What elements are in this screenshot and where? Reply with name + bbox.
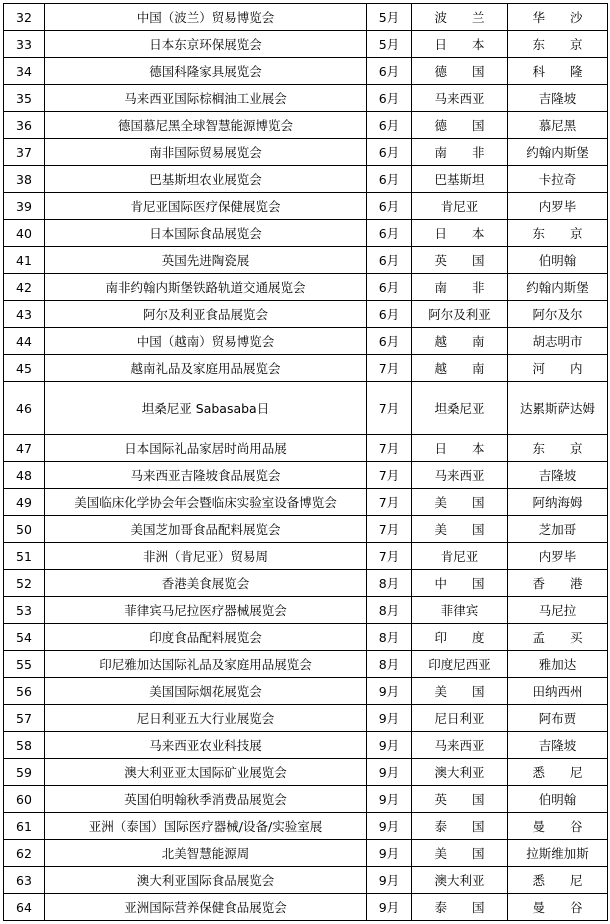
month-cell: 9月: [367, 813, 412, 840]
country-cell: 马来西亚: [412, 732, 508, 759]
month-cell: 7月: [367, 516, 412, 543]
month-cell: 9月: [367, 867, 412, 894]
row-number-cell: 61: [4, 813, 45, 840]
table-row: [4, 435, 608, 462]
month-cell: 7月: [367, 462, 412, 489]
table-row: [4, 193, 608, 220]
city-cell: 孟 买: [508, 624, 608, 651]
exhibition-name-cell: 美国国际烟花展览会: [45, 678, 367, 705]
row-number-cell: 52: [4, 570, 45, 597]
exhibition-name-cell: 德国科隆家具展览会: [45, 58, 367, 85]
city-cell: 达累斯萨达姆: [508, 382, 608, 435]
month-cell: 6月: [367, 328, 412, 355]
exhibition-name-cell: 英国伯明翰秋季消费品展览会: [45, 786, 367, 813]
table-row: [4, 759, 608, 786]
city-cell: 约翰内斯堡: [508, 139, 608, 166]
row-number-cell: 40: [4, 220, 45, 247]
table-row: [4, 85, 608, 112]
row-number-cell: 41: [4, 247, 45, 274]
month-cell: 6月: [367, 220, 412, 247]
row-number-cell: 37: [4, 139, 45, 166]
table-row: [4, 516, 608, 543]
table-row: [4, 355, 608, 382]
city-cell: 内罗毕: [508, 193, 608, 220]
exhibition-name-cell: 中国（越南）贸易博览会: [45, 328, 367, 355]
table-row: [4, 678, 608, 705]
city-cell: 科 隆: [508, 58, 608, 85]
month-cell: 6月: [367, 139, 412, 166]
month-cell: 7月: [367, 382, 412, 435]
exhibition-name-cell: 尼日利亚五大行业展览会: [45, 705, 367, 732]
table-row: [4, 220, 608, 247]
city-cell: 东 京: [508, 31, 608, 58]
exhibition-name-cell: 越南礼品及家庭用品展览会: [45, 355, 367, 382]
exhibition-name-cell: 菲律宾马尼拉医疗器械展览会: [45, 597, 367, 624]
month-cell: 7月: [367, 543, 412, 570]
row-number-cell: 34: [4, 58, 45, 85]
city-cell: 华 沙: [508, 4, 608, 31]
table-row: [4, 489, 608, 516]
exhibition-name-cell: 马来西亚农业科技展: [45, 732, 367, 759]
country-cell: 英 国: [412, 786, 508, 813]
exhibition-name-cell: 印尼雅加达国际礼品及家庭用品展览会: [45, 651, 367, 678]
exhibition-name-cell: 巴基斯坦农业展览会: [45, 166, 367, 193]
exhibition-table: [3, 3, 608, 921]
country-cell: 印 度: [412, 624, 508, 651]
row-number-cell: 62: [4, 840, 45, 867]
row-number-cell: 35: [4, 85, 45, 112]
month-cell: 9月: [367, 759, 412, 786]
row-number-cell: 33: [4, 31, 45, 58]
city-cell: 曼 谷: [508, 894, 608, 921]
country-cell: 尼日利亚: [412, 705, 508, 732]
city-cell: 阿尔及尔: [508, 301, 608, 328]
month-cell: 9月: [367, 786, 412, 813]
month-cell: 7月: [367, 489, 412, 516]
row-number-cell: 46: [4, 382, 45, 435]
row-number-cell: 42: [4, 274, 45, 301]
country-cell: 中 国: [412, 570, 508, 597]
country-cell: 日 本: [412, 435, 508, 462]
row-number-cell: 32: [4, 4, 45, 31]
exhibition-name-cell: 英国先进陶瓷展: [45, 247, 367, 274]
table-row: [4, 382, 608, 435]
city-cell: 内罗毕: [508, 543, 608, 570]
table-row: [4, 732, 608, 759]
exhibition-name-cell: 坦桑尼亚 Sabasaba日: [45, 382, 367, 435]
exhibition-name-cell: 亚洲国际营养保健食品展览会: [45, 894, 367, 921]
table-row: [4, 867, 608, 894]
row-number-cell: 51: [4, 543, 45, 570]
country-cell: 南 非: [412, 274, 508, 301]
table-body: [4, 4, 608, 921]
city-cell: 田纳西州: [508, 678, 608, 705]
month-cell: 6月: [367, 112, 412, 139]
month-cell: 6月: [367, 85, 412, 112]
table-row: [4, 651, 608, 678]
country-cell: 肯尼亚: [412, 543, 508, 570]
exhibition-name-cell: 日本国际食品展览会: [45, 220, 367, 247]
city-cell: 阿布贾: [508, 705, 608, 732]
row-number-cell: 60: [4, 786, 45, 813]
country-cell: 美 国: [412, 489, 508, 516]
country-cell: 菲律宾: [412, 597, 508, 624]
exhibition-name-cell: 日本东京环保展览会: [45, 31, 367, 58]
row-number-cell: 48: [4, 462, 45, 489]
country-cell: 泰 国: [412, 894, 508, 921]
table-row: [4, 58, 608, 85]
city-cell: 香 港: [508, 570, 608, 597]
row-number-cell: 63: [4, 867, 45, 894]
month-cell: 9月: [367, 840, 412, 867]
city-cell: 拉斯维加斯: [508, 840, 608, 867]
country-cell: 越 南: [412, 328, 508, 355]
month-cell: 9月: [367, 678, 412, 705]
exhibition-name-cell: 南非国际贸易展览会: [45, 139, 367, 166]
month-cell: 6月: [367, 58, 412, 85]
city-cell: 东 京: [508, 435, 608, 462]
city-cell: 吉隆坡: [508, 732, 608, 759]
table-row: [4, 166, 608, 193]
table-row: [4, 840, 608, 867]
row-number-cell: 57: [4, 705, 45, 732]
country-cell: 德 国: [412, 58, 508, 85]
country-cell: 马来西亚: [412, 85, 508, 112]
row-number-cell: 39: [4, 193, 45, 220]
city-cell: 伯明翰: [508, 786, 608, 813]
month-cell: 9月: [367, 894, 412, 921]
exhibition-name-cell: 肯尼亚国际医疗保健展览会: [45, 193, 367, 220]
row-number-cell: 54: [4, 624, 45, 651]
city-cell: 芝加哥: [508, 516, 608, 543]
exhibition-name-cell: 印度食品配料展览会: [45, 624, 367, 651]
month-cell: 5月: [367, 31, 412, 58]
row-number-cell: 36: [4, 112, 45, 139]
country-cell: 澳大利亚: [412, 867, 508, 894]
exhibition-name-cell: 德国慕尼黑全球智慧能源博览会: [45, 112, 367, 139]
row-number-cell: 58: [4, 732, 45, 759]
exhibition-name-cell: 非洲（肯尼亚）贸易周: [45, 543, 367, 570]
city-cell: 河 内: [508, 355, 608, 382]
row-number-cell: 55: [4, 651, 45, 678]
country-cell: 越 南: [412, 355, 508, 382]
exhibition-name-cell: 阿尔及利亚食品展览会: [45, 301, 367, 328]
city-cell: 卡拉奇: [508, 166, 608, 193]
row-number-cell: 56: [4, 678, 45, 705]
table-row: [4, 705, 608, 732]
city-cell: 约翰内斯堡: [508, 274, 608, 301]
country-cell: 巴基斯坦: [412, 166, 508, 193]
month-cell: 5月: [367, 4, 412, 31]
exhibition-name-cell: 中国（波兰）贸易博览会: [45, 4, 367, 31]
exhibition-name-cell: 马来西亚吉隆坡食品展览会: [45, 462, 367, 489]
row-number-cell: 59: [4, 759, 45, 786]
month-cell: 6月: [367, 301, 412, 328]
exhibition-name-cell: 澳大利亚亚太国际矿业展览会: [45, 759, 367, 786]
row-number-cell: 50: [4, 516, 45, 543]
month-cell: 8月: [367, 597, 412, 624]
city-cell: 吉隆坡: [508, 85, 608, 112]
city-cell: 东 京: [508, 220, 608, 247]
table-row: [4, 31, 608, 58]
country-cell: 印度尼西亚: [412, 651, 508, 678]
country-cell: 泰 国: [412, 813, 508, 840]
exhibition-name-cell: 南非约翰内斯堡铁路轨道交通展览会: [45, 274, 367, 301]
country-cell: 日 本: [412, 31, 508, 58]
table-row: [4, 462, 608, 489]
month-cell: 7月: [367, 435, 412, 462]
month-cell: 7月: [367, 355, 412, 382]
row-number-cell: 45: [4, 355, 45, 382]
table-row: [4, 813, 608, 840]
city-cell: 悉 尼: [508, 867, 608, 894]
city-cell: 悉 尼: [508, 759, 608, 786]
city-cell: 曼 谷: [508, 813, 608, 840]
exhibition-name-cell: 亚洲（泰国）国际医疗器械/设备/实验室展: [45, 813, 367, 840]
month-cell: 6月: [367, 247, 412, 274]
city-cell: 阿纳海姆: [508, 489, 608, 516]
exhibition-name-cell: 香港美食展览会: [45, 570, 367, 597]
table-row: [4, 139, 608, 166]
city-cell: 吉隆坡: [508, 462, 608, 489]
city-cell: 胡志明市: [508, 328, 608, 355]
country-cell: 日 本: [412, 220, 508, 247]
table-row: [4, 112, 608, 139]
table-row: [4, 4, 608, 31]
country-cell: 波 兰: [412, 4, 508, 31]
city-cell: 伯明翰: [508, 247, 608, 274]
country-cell: 美 国: [412, 840, 508, 867]
month-cell: 8月: [367, 570, 412, 597]
row-number-cell: 44: [4, 328, 45, 355]
country-cell: 德 国: [412, 112, 508, 139]
month-cell: 6月: [367, 274, 412, 301]
table-row: [4, 247, 608, 274]
table-row: [4, 274, 608, 301]
country-cell: 肯尼亚: [412, 193, 508, 220]
row-number-cell: 64: [4, 894, 45, 921]
table-row: [4, 786, 608, 813]
row-number-cell: 43: [4, 301, 45, 328]
country-cell: 马来西亚: [412, 462, 508, 489]
country-cell: 阿尔及利亚: [412, 301, 508, 328]
month-cell: 6月: [367, 193, 412, 220]
country-cell: 澳大利亚: [412, 759, 508, 786]
month-cell: 6月: [367, 166, 412, 193]
row-number-cell: 53: [4, 597, 45, 624]
row-number-cell: 38: [4, 166, 45, 193]
row-number-cell: 49: [4, 489, 45, 516]
table-row: [4, 894, 608, 921]
country-cell: 英 国: [412, 247, 508, 274]
row-number-cell: 47: [4, 435, 45, 462]
table-row: [4, 597, 608, 624]
table-row: [4, 570, 608, 597]
month-cell: 9月: [367, 705, 412, 732]
table-row: [4, 328, 608, 355]
exhibition-name-cell: 马来西亚国际棕榈油工业展会: [45, 85, 367, 112]
city-cell: 慕尼黑: [508, 112, 608, 139]
month-cell: 8月: [367, 624, 412, 651]
country-cell: 美 国: [412, 516, 508, 543]
month-cell: 9月: [367, 732, 412, 759]
exhibition-name-cell: 澳大利亚国际食品展览会: [45, 867, 367, 894]
table-row: [4, 543, 608, 570]
exhibition-name-cell: 美国芝加哥食品配料展览会: [45, 516, 367, 543]
table-row: [4, 301, 608, 328]
country-cell: 美 国: [412, 678, 508, 705]
exhibition-name-cell: 日本国际礼品家居时尚用品展: [45, 435, 367, 462]
exhibition-name-cell: 北美智慧能源周: [45, 840, 367, 867]
city-cell: 雅加达: [508, 651, 608, 678]
month-cell: 8月: [367, 651, 412, 678]
exhibition-name-cell: 美国临床化学协会年会暨临床实验室设备博览会: [45, 489, 367, 516]
country-cell: 南 非: [412, 139, 508, 166]
table-row: [4, 624, 608, 651]
city-cell: 马尼拉: [508, 597, 608, 624]
country-cell: 坦桑尼亚: [412, 382, 508, 435]
